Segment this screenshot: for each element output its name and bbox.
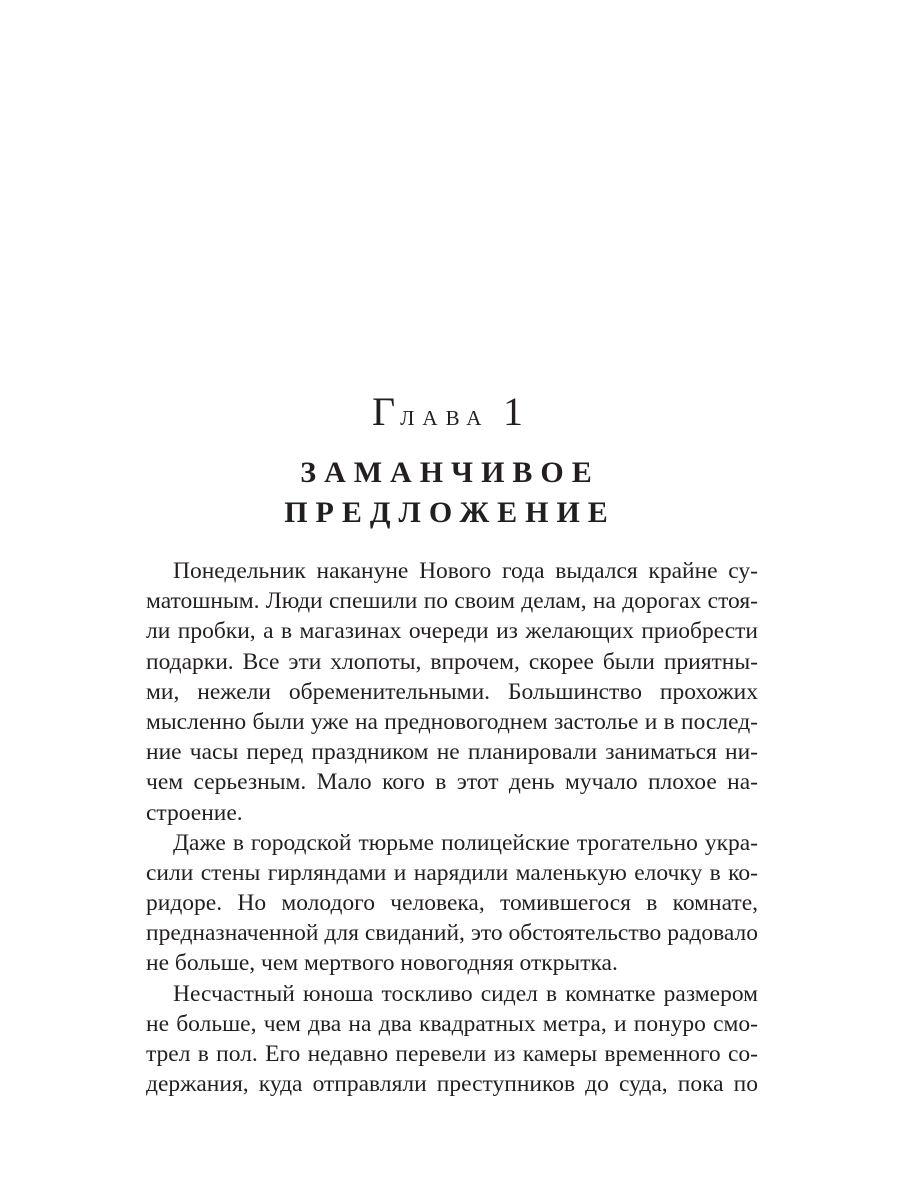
- text-line: трел в пол. Его недавно перевели из камеры временного со-: [146, 1041, 758, 1067]
- text-line: держания, куда отправляли преступников до суда, пока по: [146, 1071, 758, 1098]
- text-line: ми, нежели обременительными. Большинство прохожих: [146, 678, 758, 705]
- text-line: не больше, чем мертвого новогодняя открытка.: [146, 950, 618, 977]
- chapter-title-line: ЗАМАНЧИВОЕ: [300, 456, 600, 489]
- text-line: Несчастный юноша тоскливо сидел в комнатке размером: [173, 980, 758, 1007]
- text-line: ние часы перед праздником не планировали заниматься ни-: [146, 739, 758, 766]
- text-line: подарки. Все эти хлопоты, впрочем, скорее были приятны-: [146, 648, 758, 675]
- chapter-body-text: [146, 556, 758, 1099]
- text-line: не больше, чем два на два квадратных метра, и понуро смо-: [146, 1010, 758, 1037]
- text-line: ридоре. Но молодого человека, томившегося в комнате,: [146, 890, 758, 917]
- chapter-label-initial: Г: [372, 389, 401, 434]
- text-line: строение.: [146, 799, 243, 826]
- chapter-title: [0, 453, 900, 533]
- text-line: мысленно были уже на предновогоднем застолье и в послед-: [146, 708, 758, 735]
- text-line: Даже в городской тюрьме полицейские трогательно укра-: [173, 829, 758, 856]
- chapter-number: 1: [502, 389, 528, 434]
- text-line: сили стены гирляндами и нарядили маленькую елочку в ко-: [146, 859, 758, 886]
- text-line: матошным. Люди спешили по своим делам, на дорогах стоя-: [146, 588, 758, 615]
- chapter-label-word: лава: [400, 399, 490, 432]
- text-line: Понедельник накануне Нового года выдался крайне су-: [173, 558, 758, 584]
- chapter-title-line: ПРЕДЛОЖЕНИЕ: [284, 496, 616, 529]
- text-line: предназначенной для свиданий, это обстоятельство радовало: [146, 920, 758, 947]
- text-line: ли пробки, а в магазинах очереди из желающих приобрести: [146, 618, 758, 645]
- text-line: чем серьезным. Мало кого в этот день мучало плохое на-: [146, 769, 758, 796]
- chapter-label: [0, 391, 900, 437]
